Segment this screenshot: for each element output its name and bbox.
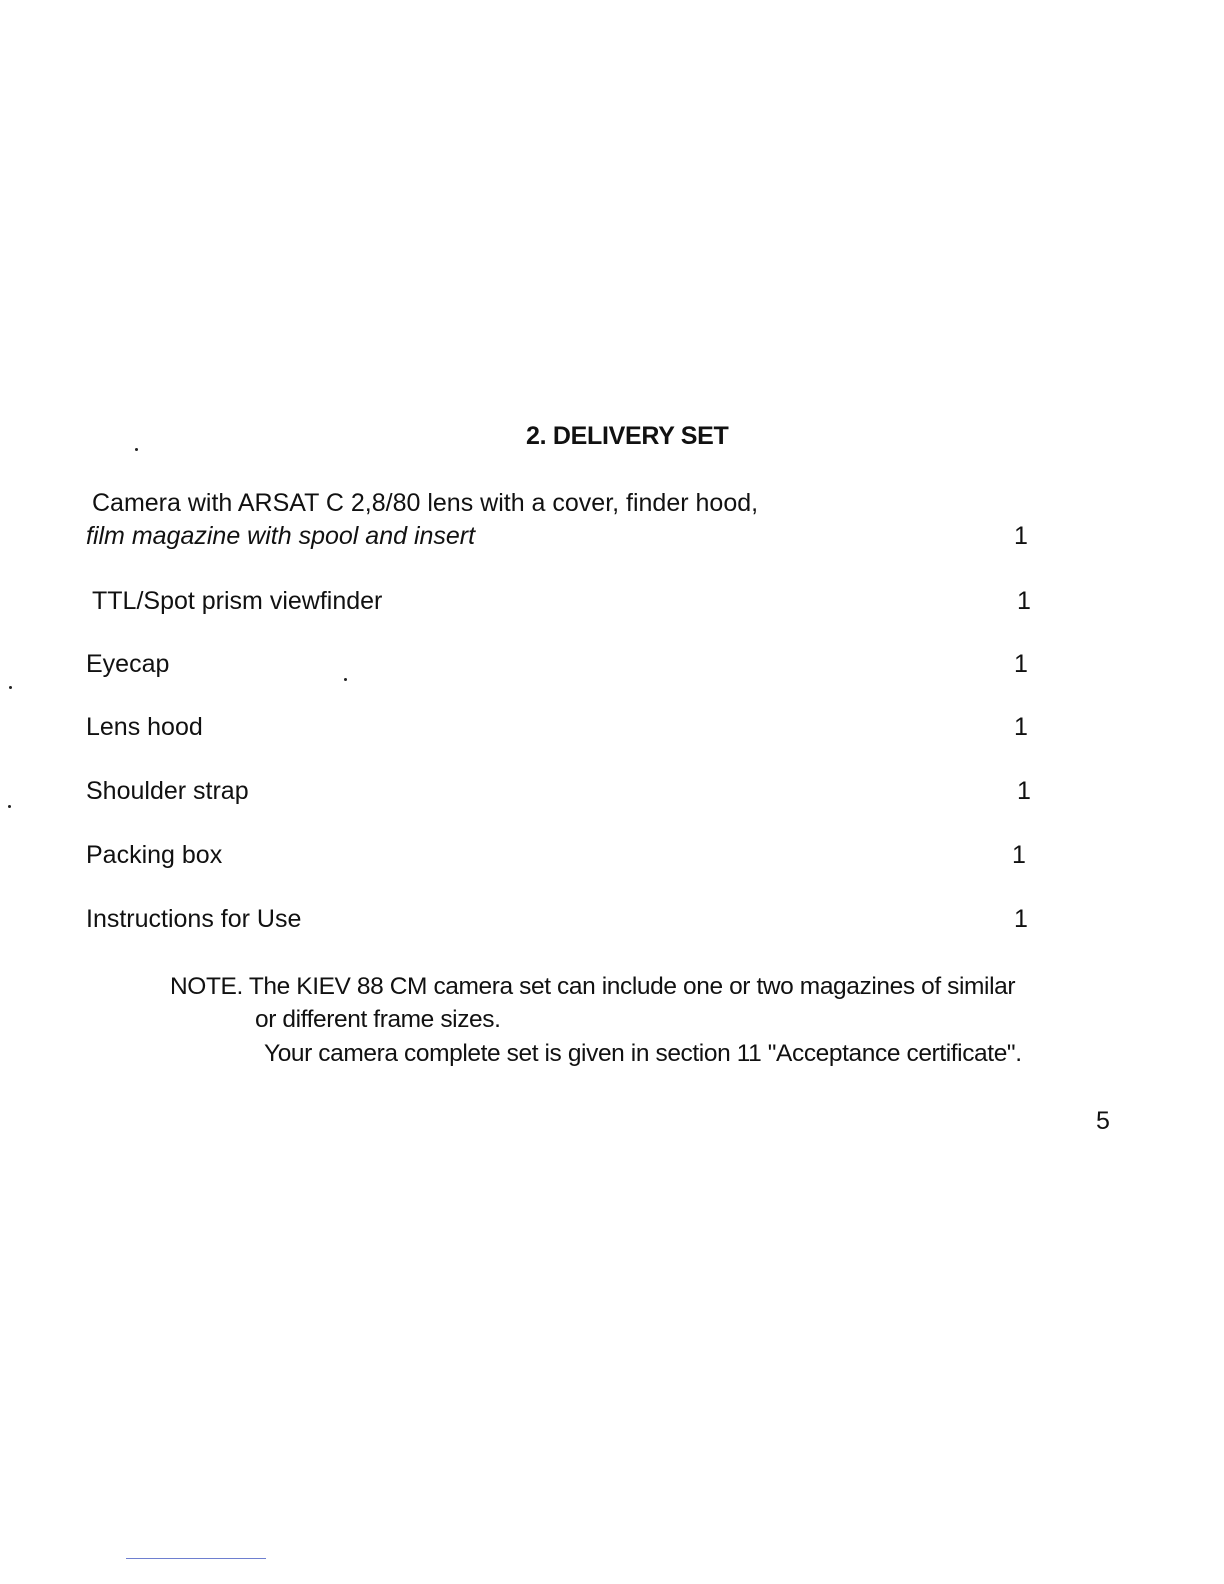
- item-label: Lens hood: [86, 713, 203, 741]
- scan-speck: [135, 448, 138, 451]
- scan-speck: [9, 686, 12, 689]
- item-label: Eyecap: [86, 650, 170, 678]
- footer-rule: [126, 1558, 266, 1559]
- item-qty: 1: [1012, 841, 1026, 869]
- item-label-line-2: film magazine with spool and insert: [86, 522, 476, 550]
- note-line-3: Your camera complete set is given in section 11 "Acceptance certificate".: [264, 1040, 1022, 1067]
- section-title: 2. DELIVERY SET: [526, 422, 729, 450]
- item-qty: 1: [1014, 905, 1028, 933]
- note-line-2: or different frame sizes.: [255, 1006, 501, 1033]
- item-label: TTL/Spot prism viewfinder: [92, 587, 383, 615]
- scan-speck: [344, 678, 347, 681]
- item-qty: 1: [1014, 713, 1028, 741]
- item-qty: 1: [1014, 650, 1028, 678]
- item-qty: 1: [1017, 587, 1031, 615]
- item-label-line-1: Camera with ARSAT C 2,8/80 lens with a cover, finder hood,: [92, 489, 759, 517]
- item-label: Instructions for Use: [86, 905, 302, 933]
- scan-speck: [8, 805, 11, 808]
- page-number: 5: [1096, 1107, 1110, 1135]
- item-qty: 1: [1014, 522, 1028, 550]
- item-label: Packing box: [86, 841, 223, 869]
- item-label: Shoulder strap: [86, 777, 249, 805]
- item-qty: 1: [1017, 777, 1031, 805]
- note-line-1: NOTE. The KIEV 88 CM camera set can include one or two magazines of similar: [170, 973, 1016, 1000]
